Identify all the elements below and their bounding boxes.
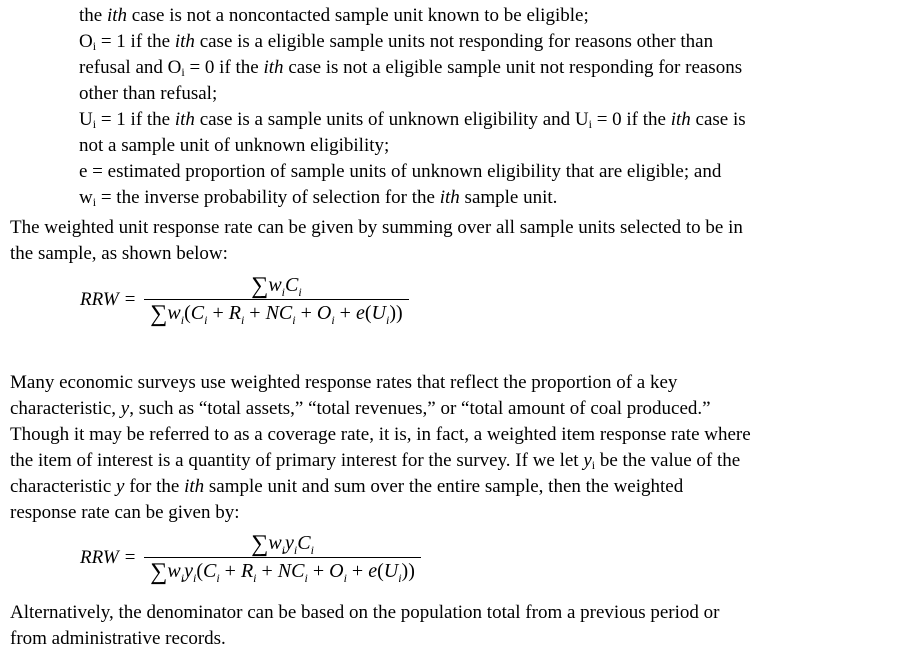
paragraph-weighted-unit-rate	[10, 215, 905, 267]
formula-numerator: $\sum w_iC_i$	[251, 273, 302, 299]
definition-line-3: refusal and $O_i = 0$ if the ith case is not a eligible sample unit not responding for reasons	[79, 57, 743, 79]
definition-list	[79, 3, 909, 211]
paragraph-line: Though it may be referred to as a coverage rate, it is, in fact, a weighted item response rate where	[10, 424, 751, 445]
paragraph-economic-surveys	[10, 370, 905, 526]
formula-numerator: $\sum w_iy_iC_i$	[251, 531, 314, 557]
definition-line-5: $U_i = 1$ if the ith case is a sample units of unknown eligibility and $U_i = 0$ if the ith case is	[79, 109, 746, 131]
paragraph-line: the item of interest is a quantity of primary interest for the survey. If we let $y_i$ be the value of the	[10, 450, 741, 472]
paragraph-line: response rate can be given by:	[10, 502, 240, 523]
paragraph-line: characteristic y for the ith sample unit and sum over the entire sample, then the weighted	[10, 476, 684, 497]
fraction	[144, 272, 408, 327]
formula-lhs: RRW =	[80, 288, 137, 310]
formula-rrw-unit	[80, 272, 409, 327]
formula-denominator: $\sum w_iy_i(C_i + R_i + NC_i + O_i + e(U_i))$	[150, 559, 415, 585]
paragraph-alternatively	[10, 600, 905, 652]
formula-denominator: $\sum w_i(C_i + R_i + NC_i + O_i + e(U_i))$	[150, 301, 403, 327]
paragraph-line: from administrative records.	[10, 628, 226, 649]
paragraph-line: The weighted unit response rate can be given by summing over all sample units selected to be in	[10, 217, 743, 238]
definition-line-6: not a sample unit of unknown eligibility;	[79, 135, 390, 156]
definition-line-8: $w_i$ = the inverse probability of selection for the ith sample unit.	[79, 187, 558, 209]
paragraph-line: Many economic surveys use weighted response rates that reflect the proportion of a key	[10, 372, 678, 393]
definition-line-7: e = estimated proportion of sample units of unknown eligibility that are eligible; and	[79, 161, 722, 182]
definition-line-2: $O_i = 1$ if the ith case is a eligible sample units not responding for reasons other than	[79, 31, 714, 53]
fraction	[144, 530, 421, 585]
formula-rrw-item	[80, 530, 421, 585]
paragraph-line: characteristic, y, such as “total assets,” “total revenues,” or “total amount of coal produced.”	[10, 398, 711, 419]
definition-line-1: the ith case is not a noncontacted sample unit known to be eligible;	[79, 5, 589, 26]
formula-lhs: RRW =	[80, 546, 137, 568]
paragraph-line: the sample, as shown below:	[10, 243, 228, 264]
definition-line-4: other than refusal;	[79, 83, 218, 104]
paragraph-line: Alternatively, the denominator can be based on the population total from a previous period or	[10, 602, 720, 623]
